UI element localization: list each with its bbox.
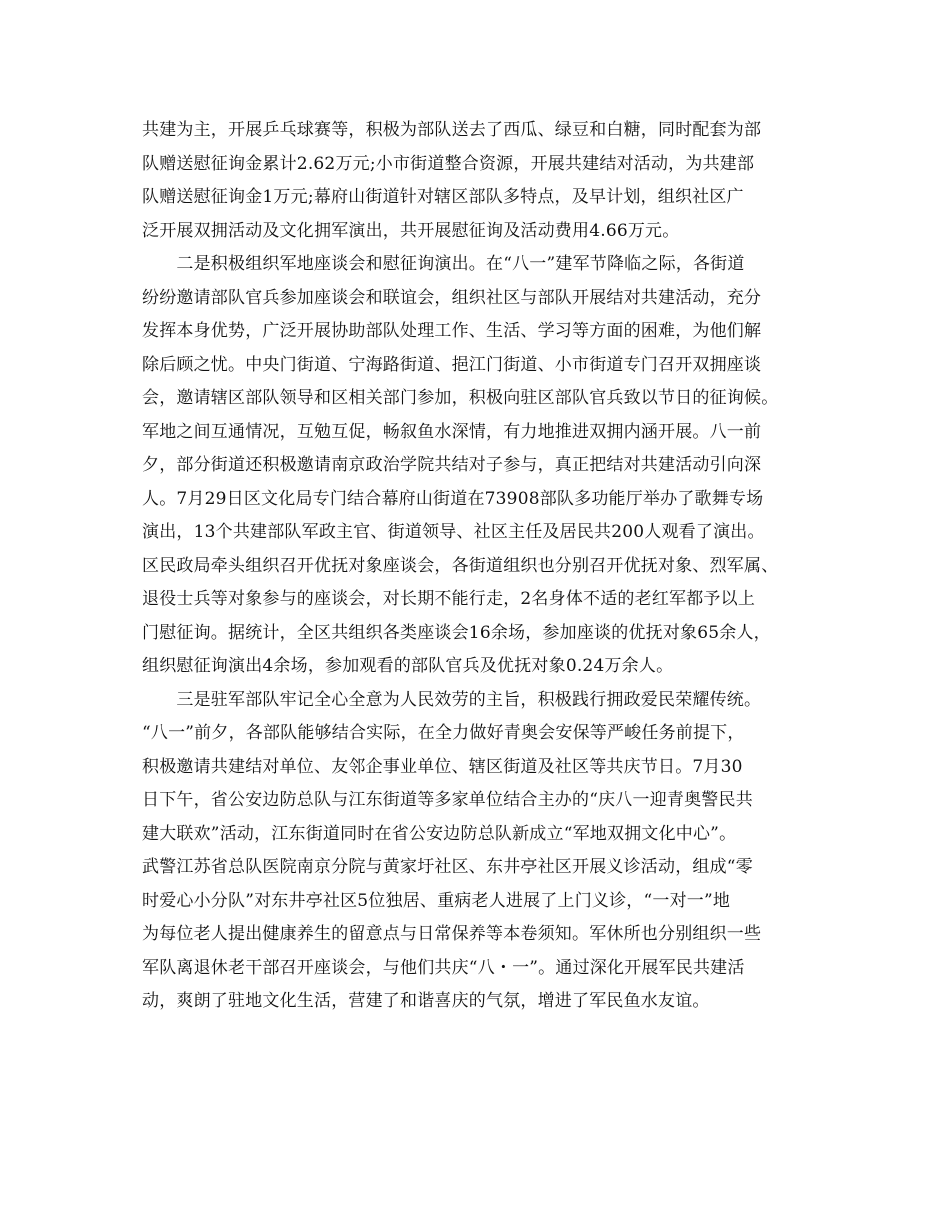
text-line: 日下午，省公安边防总队与江东街道等多家单位结合主办的“庆八一迎青奥警民共 xyxy=(142,790,753,810)
text-line: 军地之间互通情况，互勉互促，畅叙鱼水深情，有力地推进双拥内涵开展。八一前 xyxy=(142,421,762,442)
text-line: 动，爽朗了驻地文化生活，营建了和谐喜庆的气氛，增进了军民鱼水友谊。 xyxy=(142,991,710,1011)
text-line: 为每位老人提出健康养生的留意点与日常保养等本卷须知。军休所也分别组织一些 xyxy=(142,924,762,944)
text-line: 建大联欢”活动，江东街道同时在省公安边防总队新成立“军地双拥文化中心”。 xyxy=(142,823,737,844)
text-line: 发挥本身优势，广泛开展协助部队处理工作、生活、学习等方面的困难，为他们解 xyxy=(142,321,762,341)
text-line: 除后顾之忧。中央门街道、宁海路街道、挹江门街道、小市街道专门召开双拥座谈 xyxy=(142,354,762,375)
text-line: 会，邀请辖区部队领导和区相关部门参加，积极向驻区部队官兵致以节日的征询候。 xyxy=(142,388,779,408)
text-line: 人。7月29日区文化局专门结合幕府山街道在73908部队多功能厅举办了歌舞专场 xyxy=(142,488,764,509)
text-line: “八一”前夕，各部队能够结合实际，在全力做好青奥会安保等严峻任务前提下， xyxy=(142,723,745,743)
text-line: 夕，部分街道还积极邀请南京政治学院共结对子参与，真正把结对共建活动引向深 xyxy=(142,455,762,475)
text-line: 队赠送慰征询金累计2.62万元;小市街道整合资源，开展共建结对活动，为共建部 xyxy=(142,153,755,174)
text-line: 门慰征询。据统计，全区共组织各类座谈会16余场，参加座谈的优抚对象65余人， xyxy=(142,622,771,643)
paragraph-start-line: 三是驻军部队牢记全心全意为人民效劳的主旨，积极践行拥政爱民荣耀传统。 xyxy=(142,689,762,710)
text-line: 时爱心小分队”对东井亭社区5位独居、重病老人进展了上门义诊，“一对一”地 xyxy=(142,890,731,911)
text-line: 军队离退休老干部召开座谈会，与他们共庆“八・一”。通过深化开展军民共建活 xyxy=(142,957,745,978)
text-line: 纷纷邀请部队官兵参加座谈会和联谊会，组织社区与部队开展结对共建活动，充分 xyxy=(142,287,762,308)
text-line: 武警江苏省总队医院南京分院与黄家圩社区、东井亭社区开展义诊活动，组成“零 xyxy=(142,857,753,877)
paragraph-start-line: 二是积极组织军地座谈会和慰征询演出。在“八一”建军节降临之际，各街道 xyxy=(142,254,745,274)
text-line: 演出，13个共建部队军政主官、街道领导、社区主任及居民共200人观看了演出。 xyxy=(142,522,765,542)
text-line: 区民政局牵头组织召开优抚对象座谈会，各街道组织也分别召开优抚对象、烈军属、 xyxy=(142,555,779,576)
text-line: 共建为主，开展乒乓球赛等，积极为部队送去了西瓜、绿豆和白糖，同时配套为部 xyxy=(142,120,762,140)
text-line: 泛开展双拥活动及文化拥军演出，共开展慰征询及活动费用4.66万元。 xyxy=(142,220,680,241)
text-line: 积极邀请共建结对单位、友邻企事业单位、辖区街道及社区等共庆节日。7月30 xyxy=(142,756,743,777)
text-line: 退役士兵等对象参与的座谈会，对长期不能行走，2名身体不适的老红军都予以上 xyxy=(142,589,756,609)
text-line: 队赠送慰征询金1万元;幕府山街道针对辖区部队多特点，及早计划，组织社区广 xyxy=(142,187,744,207)
body-text xyxy=(142,114,812,1019)
text-line: 组织慰征询演出4余场，参加观看的部队官兵及优抚对象0.24万余人。 xyxy=(142,656,674,676)
